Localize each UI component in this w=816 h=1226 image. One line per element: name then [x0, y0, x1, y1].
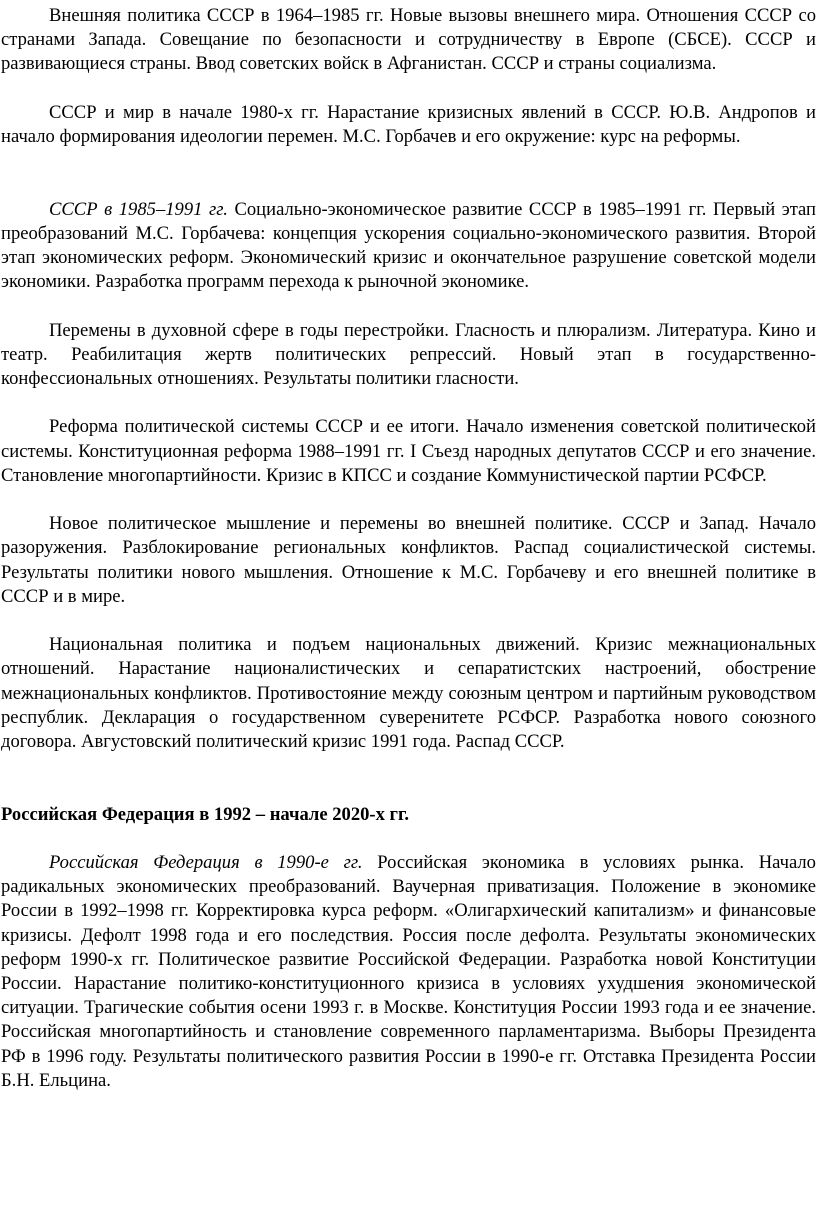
paragraph-spacer	[1, 609, 816, 633]
paragraph-spacer	[1, 754, 816, 802]
paragraph-spiritual-sphere: Перемены в духовной сфере в годы перестройки. Гласность и плюрализм. Литература. Кино и театр. Реабилитация жертв политических репрессий. Новый этап в государственно-конфессиональных отношениях. Результаты политики гласности.	[1, 319, 816, 389]
paragraph-foreign-policy-1964-1985: Внешняя политика СССР в 1964–1985 гг. Новые вызовы внешнего мира. Отношения СССР со странами Запада. Совещание по безопасности и сотрудничеству в Европе (СБСЕ). СССР и развивающиеся страны. Ввод советских войск в Афганистан. СССР и страны социализма.	[1, 5, 816, 75]
section-heading: Российская Федерация в 1992 – начале 2020-х гг.	[1, 803, 409, 825]
paragraph-spacer	[1, 488, 816, 512]
paragraph-spacer	[1, 149, 816, 197]
paragraph-ussr-1985-1991	[1, 198, 816, 295]
paragraph-political-reform: Реформа политической системы СССР и ее итоги. Начало изменения советской политической системы. Конституционная реформа 1988–1991 гг. I Съезд народных депутатов СССР и его значение. Становление многопартийности. Кризис в КПСС и создание Коммунистической партии РСФСР.	[1, 416, 816, 486]
paragraph-rf-1990s	[1, 851, 816, 1093]
paragraph-spacer	[1, 294, 816, 318]
paragraph-lead-italic: Российская Федерация в 1990-е гг.	[49, 851, 363, 873]
paragraph-spacer	[1, 391, 816, 415]
paragraph-body: Социально-экономическое развитие СССР в 1985–1991 гг. Первый этап преобразований М.С. Горбачева: концепция ускорения социально-экономического развития. Второй этап экономических реформ. Экономический кризис и окончательное разрушение советской модели экономики. Разработка программ перехода к рыночной экономике.	[1, 198, 816, 293]
paragraph-spacer	[1, 827, 816, 851]
paragraph-new-thinking: Новое политическое мышление и перемены во внешней политике. СССР и Запад. Начало разоружения. Разблокирование региональных конфликтов. Распад социалистической системы. Результаты политики нового мышления. Отношение к М.С. Горбачеву и его внешней политике в СССР и в мире.	[1, 513, 816, 607]
paragraph-spacer	[1, 77, 816, 101]
paragraph-national-policy: Национальная политика и подъем национальных движений. Кризис межнациональных отношений. Нарастание националистических и сепаратистских настроений, обострение межнациональных конфликтов. Противостояние между союзным центром и партийным руководством республик. Декларация о государственном суверенитете РСФСР. Разработка нового союзного договора. Августовский политический кризис 1991 года. Распад СССР.	[1, 634, 816, 752]
paragraph-body: Российская экономика в условиях рынка. Начало радикальных экономических преобразований. Ваучерная приватизация. Положение в экономике России в 1992–1998 гг. Корректировка курса реформ. «Олигархический капитализм» и финансовые кризисы. Дефолт 1998 года и его последствия. Россия после дефолта. Результаты экономических реформ 1990-х гг. Политическое развитие Российской Федерации. Разработка новой Конституции России. Нарастание политико-конституционного кризиса в условиях ухудшения экономической ситуации. Трагические события осени 1993 г. в Москве. Конституция России 1993 года и ее значение. Российская многопартийность и становление современного парламентаризма. Выборы Президента РФ в 1996 году. Результаты политического развития России в 1990-е гг. Отставка Президента России Б.Н. Ельцина.	[1, 851, 816, 1091]
paragraph-lead-italic: СССР в 1985–1991 гг.	[49, 198, 228, 220]
paragraph-ussr-early-1980s: СССР и мир в начале 1980-х гг. Нарастание кризисных явлений в СССР. Ю.В. Андропов и начало формирования идеологии перемен. М.С. Горбачев и его окружение: курс на реформы.	[1, 101, 816, 147]
